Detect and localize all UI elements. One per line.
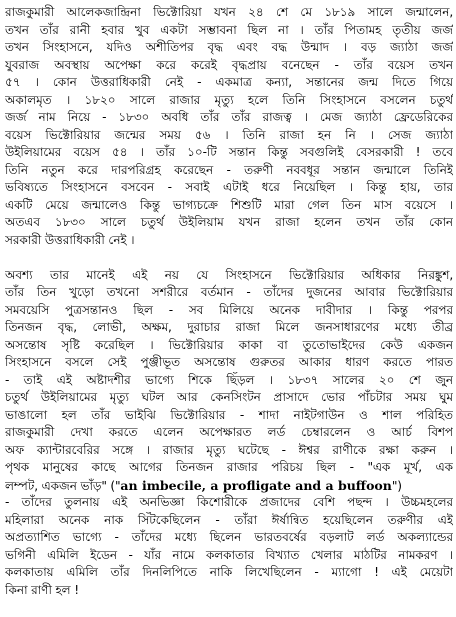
text-line: তিনজন বৃদ্ধ, লোভী, অক্ষম, দুরাচার রাজা মিলে জনসাধারণের মধ্যে তীব্র bbox=[5, 320, 453, 334]
text-line: ভগিনী এমিলি ইডেন - যাঁর নামে কলকাতার বিখ্যাত খেলার মাঠটির নামকরণ । bbox=[5, 547, 453, 562]
text-line: রাজকুমারী দেখা করতে এলেন অপেক্ষারত লর্ড চেম্বারলেন ও আর্চ বিশপ bbox=[5, 425, 453, 439]
text-line: কিনা রাণী হল ! bbox=[5, 582, 79, 597]
text-line: তখন তাঁর রানী হবার খুব একটা সম্ভাবনা ছিল না । তাঁর পিতামহ তৃতীয় জর্জ bbox=[5, 22, 453, 37]
text-line: ভবিষ্যতে সিংহাসনে বসবেন - সবাই এটাই ধরে নিয়েছিল । কিন্তু হায়, তার bbox=[5, 180, 453, 194]
text-line: অবশ্য তার মানেই এই নয় যে সিংহাসনে ভিক্টোরিয়ার অধিকার নিরঙ্কুশ, bbox=[5, 267, 453, 282]
text-line: অতএব ১৮৩০ সালে চতুর্থ উইলিয়াম যখন রাজা হলেন তখন তাঁর কোন bbox=[5, 215, 453, 229]
text-line: ভাঙালো হল তাঁর ভাইঝি ভিক্টোরিয়ার - শাদা নাইটগাউন ও শাল পরিহিত bbox=[5, 407, 453, 422]
text-line: একটি মেয়ে জন্মালেও কিন্তু ভাগ্যচক্রে শিশুটি মারা গেল তিন মাস বয়েসে । bbox=[5, 197, 453, 212]
text-line: সমবয়েসি পুত্রসন্তানও ছিল - সব মিলিয়ে অনেক দাবীদার । কিন্তু পরপর bbox=[5, 302, 453, 317]
document-page bbox=[5, 4, 453, 599]
paragraph-1 bbox=[5, 4, 453, 249]
text-line: অপ্রত্যাশিত ভাগ্যে - তাঁদের মধ্যে ছিলেন ভারতবর্ষের বড়লাট লর্ড অকল্যান্ডের bbox=[5, 530, 453, 544]
text-line: বয়েস ভিক্টোরিয়ার জন্মের সময় ৫৬ । তিনি রাজা হন নি । সেজ জ্যাঠা bbox=[5, 127, 453, 142]
text-line: অকালমৃত । ১৮২০ সালে রাজার মৃত্যু হলে তিনি সিংহাসনে বসলেন চতুর্থ bbox=[5, 92, 453, 107]
text-line: অসন্তোষ সৃষ্টি করেছিল । ভিক্টোরিয়ার কাকা বা তুতোভাইদের কেউ একজন bbox=[5, 337, 453, 352]
text-line: সরকারী উত্তরাধিকারী নেই । bbox=[5, 232, 135, 247]
english-quote: an imbecile, a profligate and a buffoon bbox=[120, 477, 392, 493]
quote-close: ") bbox=[391, 478, 402, 493]
text-line: চতুর্থ উইলিয়ামের মৃত্যু ঘটল আর কেনসিংটন প্রাসাদে ভোর পাঁচটার সময় ঘুম bbox=[5, 390, 453, 404]
text-line: অফ ক্যান্টারবেরির সঙ্গে । রাজার মৃত্যু ঘটেছে - ঈশ্বর রাণীকে রক্ষা করুন । bbox=[5, 442, 453, 457]
text-line: তিনি নতুন করে দারপরিগ্রহ করেছেন - তরুণী নববধূর সন্তান জন্মালে তিনিই bbox=[5, 162, 453, 177]
paragraph-2 bbox=[5, 267, 453, 600]
text-line: মহিলারা অনেক নাক সিঁটকেছিলেন - তাঁরা ঈর্ষান্বিত হয়েছিলেন তরুণীর এই bbox=[5, 512, 453, 527]
text-line: জর্জ নাম নিয়ে - ১৮৩০ অবধি তাঁর তাঁর রাজত্ব । মেজ জ্যাঠা ফ্রেডেরিকের bbox=[5, 110, 453, 124]
text-line: - তাঁদের তুলনায় এই অনভিজ্ঞা কিশোরীকে প্রজাদের বেশি পছন্দ । উচ্চমহলের bbox=[5, 495, 453, 509]
text-line: পৃথক মানুষের কাছে আগের তিনজন রাজার পরিচয় ছিল - "এক মূর্খ, এক bbox=[5, 460, 453, 474]
text-line: রাজকুমারী আলেকজান্দ্রিনা ভিক্টোরিয়া যখন ২৪ শে মে ১৮১৯ সালে জন্মালেন, bbox=[5, 5, 453, 19]
text-line: সিংহাসনে বসলে সেই পুঞ্জীভূত অসন্তোষ গুরুতর আকার ধারণ করতে পারত bbox=[5, 355, 453, 369]
text-line: তখন সিংহাসনে, যদিও অশীতিপর বৃদ্ধ এবং বদ্ধ উন্মাদ । বড় জ্যাঠা জর্জ bbox=[5, 40, 453, 54]
text-line: কলকাতায় এমিলি তাঁর দিনলিপিতে নাকি লিখেছিলেন - ম্যাগো ! এই মেয়েটা bbox=[5, 565, 453, 579]
text-line: তাঁর তিন খুড়ো তখনো সশরীরে বর্তমান - তাঁদের দুজনের আবার ভিক্টোরিয়ার bbox=[5, 285, 453, 299]
paragraph-gap bbox=[5, 249, 453, 267]
text-line: যুবরাজ অবস্থায় অপেক্ষা করে করেই বৃদ্ধপ্রায় বনেছেন - তাঁর বয়েস তখন bbox=[5, 57, 453, 72]
text-line: ৫৭ । কোন উত্তরাধিকারী নেই - একমাত্র কন্যা, সন্তানের জন্ম দিতে গিয়ে bbox=[5, 75, 453, 89]
text-line: - তাই এই অষ্টাদশীর ভাগ্যে শিকে ছিঁড়ল । ১৮৩৭ সালের ২০ শে জুন bbox=[5, 372, 453, 387]
quote-line bbox=[5, 477, 453, 495]
quote-bengali-part: লম্পট, একজন ভাঁড়" (" bbox=[5, 478, 121, 493]
text-line: উইলিয়ামের বয়েস ৫৪ । তাঁর ১০-টি সন্তান কিন্তু সবগুলিই বেসরকারী ! তবে bbox=[5, 145, 453, 159]
